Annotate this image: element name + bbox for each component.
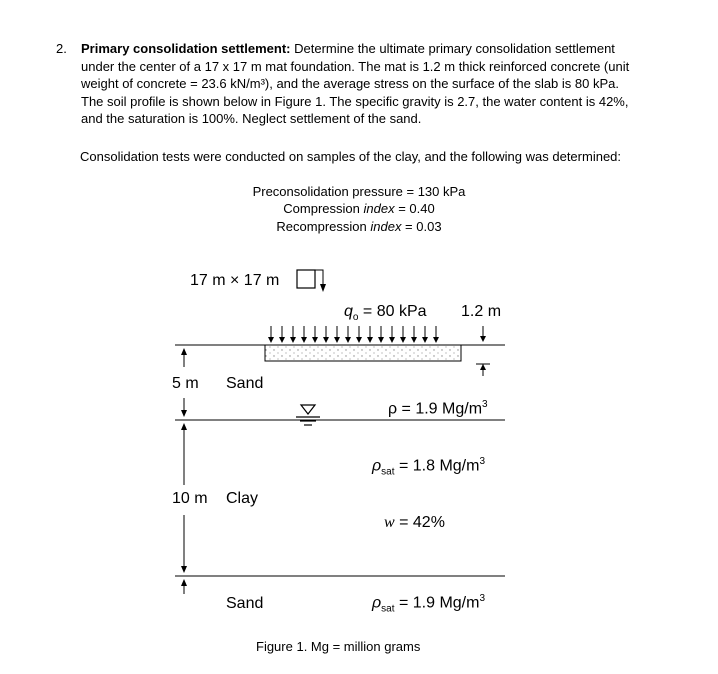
figure-caption: Figure 1. Mg = million grams [256,639,421,654]
sand-bottom-label: Sand [226,595,264,612]
clay-label: Clay [226,490,259,507]
sand-top-depth: 5 m [172,375,199,392]
footprint-square [297,270,315,288]
problem-line-4: The soil profile is shown below in Figure 1. The specific gravity is 2.7, the water content is 42%, [81,93,629,109]
tests-intro: Consolidation tests were conducted on samples of the clay, and the following was determined: [80,149,622,164]
problem-line-3: weight of concrete = 23.6 kN/m³), and the average stress on the surface of the slab is 80 kPa. [81,76,619,91]
footprint-leader [315,270,323,286]
stress-label: $q_o = 80$ kPa [344,303,427,324]
clay-depth: 10 m [172,490,208,507]
sand-top-density: ρ = 1.9 $Mg/m^3$ [388,399,488,418]
sand-bottom-density: $\rho_{sat} = 1.9$ $Mg/m^3$ [372,593,485,615]
load-arrows [271,326,436,340]
water-content: w = 42% [384,514,445,531]
problem-number: 2. [56,41,67,56]
preconsolidation-pressure: Preconsolidation pressure = 130 kPa [252,184,466,199]
clay-density: $\rho_{sat} = 1.8$ $Mg/m^3$ [372,456,485,478]
sand-top-label: Sand [226,375,264,392]
problem-line-5: and the saturation is 100%. Neglect settlement of the sand. [81,111,422,126]
recompression-index: Recompression index = 0.03 [276,219,442,234]
problem-line-2: under the center of a 17 x 17 m mat foundation. The mat is 1.2 m thick reinforced concrete (unit [81,58,630,74]
footprint-label: 17 m × 17 m [190,272,280,289]
compression-index: Compression index = 0.40 [283,201,435,216]
water-table-icon [296,405,320,425]
mat-slab [265,345,461,361]
thickness-label: 1.2 m [461,303,502,320]
problem-line-1: Primary consolidation settlement: Determine the ultimate primary consolidation settlement [81,41,615,56]
problem-title: Primary consolidation settlement: [81,41,291,56]
